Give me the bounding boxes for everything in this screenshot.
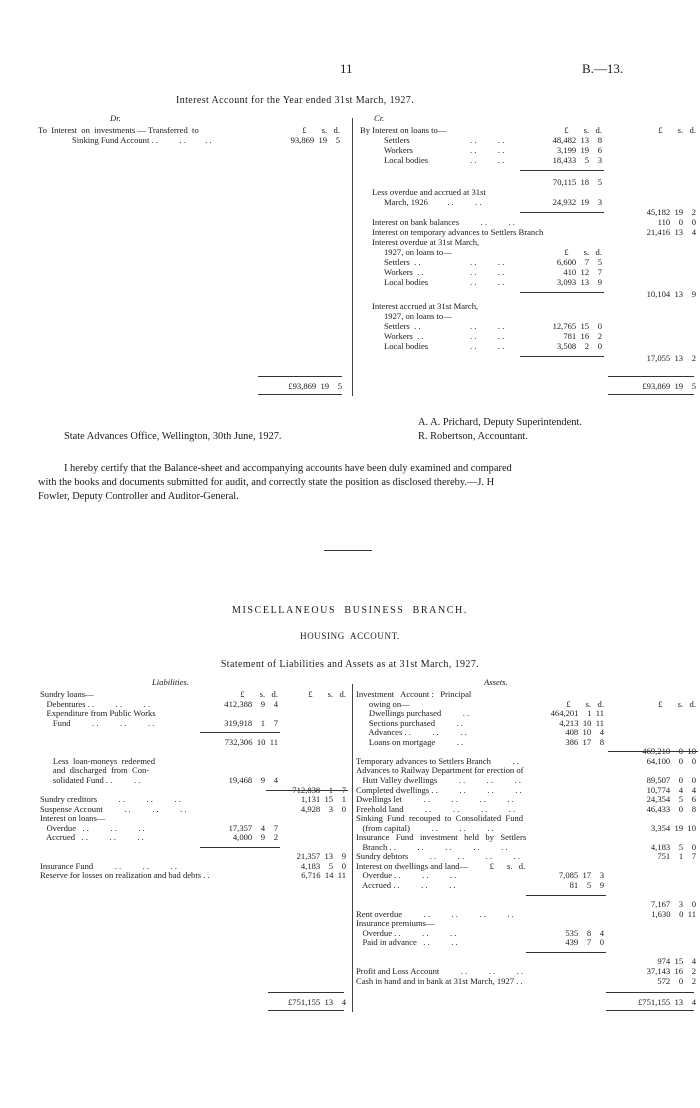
overdue-currency: £ s. d. bbox=[564, 247, 602, 257]
assets-row-amount-b: 37,143 16 2 bbox=[646, 965, 696, 976]
overdue-local-bodies-amount: 3,093 13 9 bbox=[556, 277, 602, 287]
liabilities-row-amount-b: 4,928 3 0 bbox=[300, 803, 346, 814]
assets-row-label: (from capital) . . . . . . bbox=[356, 822, 494, 833]
assets-row-label: Advances to Railway Department for erection of bbox=[356, 765, 524, 776]
leader-dots: . . . . bbox=[470, 341, 505, 351]
assets-row-amount-a: 4,213 10 11 bbox=[559, 717, 604, 728]
liabilities-total: £751,155 13 4 bbox=[287, 997, 346, 1007]
interest-left-amount: 93,869 19 5 bbox=[290, 135, 340, 145]
rule bbox=[200, 732, 280, 733]
loan-workers: Workers bbox=[384, 145, 413, 155]
assets-row-amount-b: 3,354 19 10 bbox=[650, 822, 696, 833]
assets-row-amount-b: 572 0 2 bbox=[657, 975, 696, 986]
interest-left-currency: £ s. d. bbox=[302, 125, 340, 135]
assets-row-amount-b: 4,183 5 0 bbox=[650, 841, 696, 852]
account-title: HOUSING ACCOUNT. bbox=[300, 631, 400, 641]
interest-account-title: Interest Account for the Year ended 31st March, 1927. bbox=[176, 95, 415, 106]
assets-row-label: Insurance Fund investment held by Settlers bbox=[356, 832, 527, 843]
rule bbox=[606, 992, 694, 993]
rule bbox=[606, 1010, 694, 1011]
accrued-settlers: Settlers . . bbox=[384, 321, 421, 331]
liabilities-row-label: Accrued . . . . . . bbox=[40, 832, 144, 843]
accrued-total: 17,055 13 2 bbox=[646, 353, 696, 363]
assets-row-label: Accrued . . . . . . bbox=[356, 880, 456, 890]
less-overdue-line-2: March, 1926 . . . . bbox=[384, 197, 482, 207]
liabilities-row-label: Sundry creditors . . . . . . bbox=[40, 794, 181, 805]
assets-row-label: Interest on dwellings and land— £ s. d. bbox=[356, 860, 526, 871]
assets-row-amount-a: 535 8 4 bbox=[565, 927, 604, 938]
leader-dots: . . . . bbox=[470, 257, 505, 267]
assets-row-label: Insurance premiums— bbox=[356, 918, 435, 929]
liabilities-row-label: solidated Fund . . . . bbox=[40, 774, 141, 785]
leader-dots: . . . . bbox=[470, 321, 505, 331]
liabilities-currency-b: £ s. d. bbox=[308, 689, 346, 699]
assets-row-label: owing on— bbox=[356, 698, 410, 709]
interest-left-line-2: Sinking Fund Account . . . . . . bbox=[72, 135, 212, 145]
interest-left-total: £93,869 19 5 bbox=[288, 381, 342, 391]
interest-left-line-1: To Interest on investments — Transferred to bbox=[38, 125, 199, 135]
liabilities-row-amount-b: 712,838 1 7 bbox=[292, 784, 346, 795]
section-divider bbox=[324, 550, 372, 551]
rule bbox=[526, 952, 606, 953]
assets-row-amount-a: 386 17 8 bbox=[565, 736, 604, 747]
office-date-line: State Advances Office, Wellington, 30th June, 1927. bbox=[64, 431, 282, 442]
liabilities-row-amount-b: 4,183 5 0 bbox=[300, 860, 346, 871]
accrued-workers: Workers . . bbox=[384, 331, 424, 341]
assets-row-label: Sinking Fund recouped to Consolidated Fund bbox=[356, 813, 524, 824]
rule bbox=[608, 376, 694, 377]
rule bbox=[520, 356, 604, 357]
accrued-local-bodies-amount: 3,508 2 0 bbox=[556, 341, 602, 351]
loan-settlers: Settlers bbox=[384, 135, 410, 145]
liabilities-row-label: Fund . . . . . . bbox=[40, 717, 155, 728]
less-overdue-amount: 24,932 19 3 bbox=[552, 197, 602, 207]
liabilities-row-amount-a: 412,388 9 4 bbox=[224, 698, 278, 709]
overdue-heading-2: 1927, on loans to— bbox=[384, 247, 452, 257]
loan-workers-amount: 3,199 19 6 bbox=[556, 145, 602, 155]
leader-dots: . . . . bbox=[470, 277, 505, 287]
assets-row-label: Branch . . . . . . . . . . bbox=[356, 841, 508, 852]
assets-total: £751,155 13 4 bbox=[637, 997, 696, 1007]
accrued-heading-2: 1927, on loans to— bbox=[384, 311, 452, 321]
rule bbox=[520, 292, 604, 293]
page-number: 11 bbox=[340, 61, 353, 76]
overdue-workers-amount: 410 12 7 bbox=[563, 267, 602, 277]
assets-row-amount-a: 7,085 17 3 bbox=[558, 870, 604, 881]
certificate-line-1: I hereby certify that the Balance-sheet and accompanying accounts have been duly examined and compared bbox=[64, 463, 512, 474]
liabilities-row-amount-a: 17,357 4 7 bbox=[228, 822, 278, 833]
rule bbox=[608, 394, 694, 395]
liabilities-heading: Liabilities. bbox=[152, 677, 190, 687]
liabilities-row-amount-a: 732,306 10 11 bbox=[224, 736, 278, 747]
liabilities-row-amount-b: 21,357 13 9 bbox=[296, 851, 346, 862]
accrued-settlers-amount: 12,765 15 0 bbox=[552, 321, 602, 331]
liabilities-row-amount-a: 4,000 9 2 bbox=[232, 832, 278, 843]
rule bbox=[258, 376, 342, 377]
liabilities-row-label: Debentures . . . . . . bbox=[40, 698, 151, 709]
temporary-advances-label: Interest on temporary advances to Settlers Branch bbox=[372, 227, 544, 237]
liabilities-row-label: Sundry loans— bbox=[40, 689, 94, 699]
signature-accountant: R. Robertson, Accountant. bbox=[418, 431, 528, 442]
leader-dots: . . . . bbox=[470, 135, 505, 145]
accrued-workers-amount: 781 16 2 bbox=[563, 331, 602, 341]
overdue-total: 10,104 13 9 bbox=[646, 289, 696, 299]
assets-row-amount-b: 974 15 4 bbox=[657, 956, 696, 967]
signature-deputy-superintendent: A. A. Prichard, Deputy Superintendent. bbox=[418, 417, 582, 428]
interest-sub-currency: £ s. d. bbox=[564, 125, 602, 135]
assets-row-amount-b: 1,630 0 11 bbox=[651, 908, 696, 919]
loan-local-bodies-amount: 18,433 5 3 bbox=[552, 155, 602, 165]
rule bbox=[520, 170, 604, 171]
assets-row-label: Completed dwellings . . . . . . . . bbox=[356, 784, 522, 795]
interest-by-line: By Interest on loans to— bbox=[360, 125, 447, 135]
liabilities-row-amount-a: 319,918 1 7 bbox=[224, 717, 278, 728]
assets-row-label: Cash in hand and in bank at 31st March, 1927 . . bbox=[356, 975, 523, 986]
temporary-advances-amount: 21,416 13 4 bbox=[646, 227, 696, 237]
leader-dots: . . . . bbox=[470, 267, 505, 277]
liabilities-row-label: Expenditure from Public Works bbox=[40, 708, 156, 719]
rule bbox=[520, 212, 604, 213]
assets-row-amount-b: 46,433 0 8 bbox=[646, 803, 696, 814]
leader-dots: . . . . bbox=[470, 155, 505, 165]
center-divider bbox=[352, 118, 353, 396]
loan-settlers-amount: 48,482 13 8 bbox=[552, 135, 602, 145]
assets-row-label: Temporary advances to Settlers Branch . . bbox=[356, 755, 519, 766]
assets-row-amount-b: 10,774 4 4 bbox=[646, 784, 696, 795]
interest-right-total: £93,869 19 5 bbox=[642, 381, 696, 391]
assets-row-label: Loans on mortgage . . bbox=[356, 736, 464, 747]
overdue-heading-1: Interest overdue at 31st March, bbox=[372, 237, 480, 247]
overdue-settlers-amount: 6,600 7 5 bbox=[556, 257, 602, 267]
liabilities-row-label: Reserve for losses on realization and bad debts . . bbox=[40, 870, 210, 881]
assets-row-label: Sundry debtors . . . . . . . . bbox=[356, 851, 520, 862]
credit-heading: Cr. bbox=[374, 113, 385, 123]
assets-row-amount-a: 439 7 0 bbox=[565, 937, 604, 948]
assets-row-amount-a: 464,201 1 11 bbox=[550, 708, 604, 719]
bank-balances-amount: 110 0 0 bbox=[657, 217, 696, 227]
statement-title: Statement of Liabilities and Assets as at 31st March, 1927. bbox=[220, 659, 480, 670]
assets-row-amount-b: 24,354 5 6 bbox=[646, 794, 696, 805]
liabilities-row-amount-a: 19,468 9 4 bbox=[228, 774, 278, 785]
assets-currency-b: £ s. d. bbox=[658, 699, 696, 709]
assets-row-amount-b: 64,100 0 0 bbox=[646, 755, 696, 766]
rule bbox=[268, 992, 344, 993]
rule bbox=[608, 751, 698, 752]
assets-heading: Assets. bbox=[484, 677, 508, 687]
accrued-heading-1: Interest accrued at 31st March, bbox=[372, 301, 479, 311]
certificate-line-2: with the books and documents submitted for audit, and correctly state the position as disclosed thereby.—J. H bbox=[38, 477, 495, 488]
liabilities-currency-a: £ s. d. bbox=[240, 689, 278, 699]
certificate-line-3: Fowler, Deputy Controller and Auditor-General. bbox=[38, 491, 239, 502]
liabilities-row-label: and discharged from Con- bbox=[40, 765, 150, 776]
assets-row-label: Investment Account : Principal bbox=[356, 689, 472, 699]
rule bbox=[266, 790, 348, 791]
assets-row-label: Dwellings purchased . . bbox=[356, 708, 470, 719]
center-divider bbox=[352, 684, 353, 1012]
assets-row-label: Rent overdue . . . . . . . . bbox=[356, 908, 514, 919]
bank-balances-label: Interest on bank balances . . . . bbox=[372, 217, 515, 227]
liabilities-row-label: Suspense Account . . . . . . bbox=[40, 803, 187, 814]
assets-row-amount-b: 751 1 7 bbox=[657, 851, 696, 862]
less-overdue-line-1: Less overdue and accrued at 31st bbox=[372, 187, 486, 197]
assets-currency-a: £ s. d. bbox=[566, 699, 604, 709]
assets-row-label: Overdue . . . . . . bbox=[356, 870, 457, 881]
liabilities-row-label: Overdue . . . . . . bbox=[40, 822, 145, 833]
liabilities-row-amount-b: 1,131 15 1 bbox=[300, 794, 346, 805]
assets-row-label: Profit and Loss Account . . . . . . bbox=[356, 965, 524, 976]
rule bbox=[268, 1010, 344, 1011]
liabilities-row-amount-b: 6,716 14 11 bbox=[301, 870, 346, 881]
rule bbox=[200, 847, 280, 848]
liabilities-row-label: Insurance Fund . . . . . . bbox=[40, 860, 178, 871]
assets-row-label: Sections purchased . . bbox=[356, 717, 463, 728]
loan-local-bodies: Local bodies bbox=[384, 155, 429, 165]
assets-row-amount-a: 81 5 9 bbox=[569, 880, 604, 890]
rule bbox=[526, 895, 606, 896]
interest-col-currency: £ s. d. bbox=[658, 125, 696, 135]
assets-row-amount-b: 469,210 0 10 bbox=[642, 746, 696, 757]
assets-row-label: Hutt Valley dwellings . . . . . . bbox=[356, 774, 522, 785]
debit-heading: Dr. bbox=[110, 113, 121, 123]
assets-row-amount-b: 89,507 0 0 bbox=[646, 774, 696, 785]
net-interest-amount: 45,182 19 2 bbox=[646, 207, 696, 217]
assets-row-label: Paid in advance . . . . bbox=[356, 937, 458, 948]
accrued-local-bodies: Local bodies bbox=[384, 341, 429, 351]
branch-title: MISCELLANEOUS BUSINESS BRANCH. bbox=[232, 605, 468, 616]
assets-row-amount-b: 7,167 3 0 bbox=[650, 899, 696, 910]
leader-dots: . . . . bbox=[470, 145, 505, 155]
assets-row-label: Advances . . . . . . bbox=[356, 727, 467, 738]
liabilities-row-label: Less loan-moneys redeemed bbox=[40, 755, 156, 766]
document-reference: B.—13. bbox=[582, 61, 624, 76]
overdue-workers: Workers . . bbox=[384, 267, 424, 277]
rule bbox=[258, 394, 342, 395]
assets-row-label: Overdue . . . . . . bbox=[356, 927, 457, 938]
assets-row-label: Freehold land . . . . . . . . bbox=[356, 803, 516, 814]
leader-dots: . . . . bbox=[470, 331, 505, 341]
loans-total: 70,115 18 5 bbox=[552, 177, 602, 187]
overdue-settlers: Settlers . . bbox=[384, 257, 421, 267]
assets-row-label: Dwellings let . . . . . . . . bbox=[356, 794, 514, 805]
assets-row-amount-a: 408 10 4 bbox=[565, 727, 604, 738]
liabilities-row-label: Interest on loans— bbox=[40, 813, 106, 824]
overdue-local-bodies: Local bodies bbox=[384, 277, 429, 287]
